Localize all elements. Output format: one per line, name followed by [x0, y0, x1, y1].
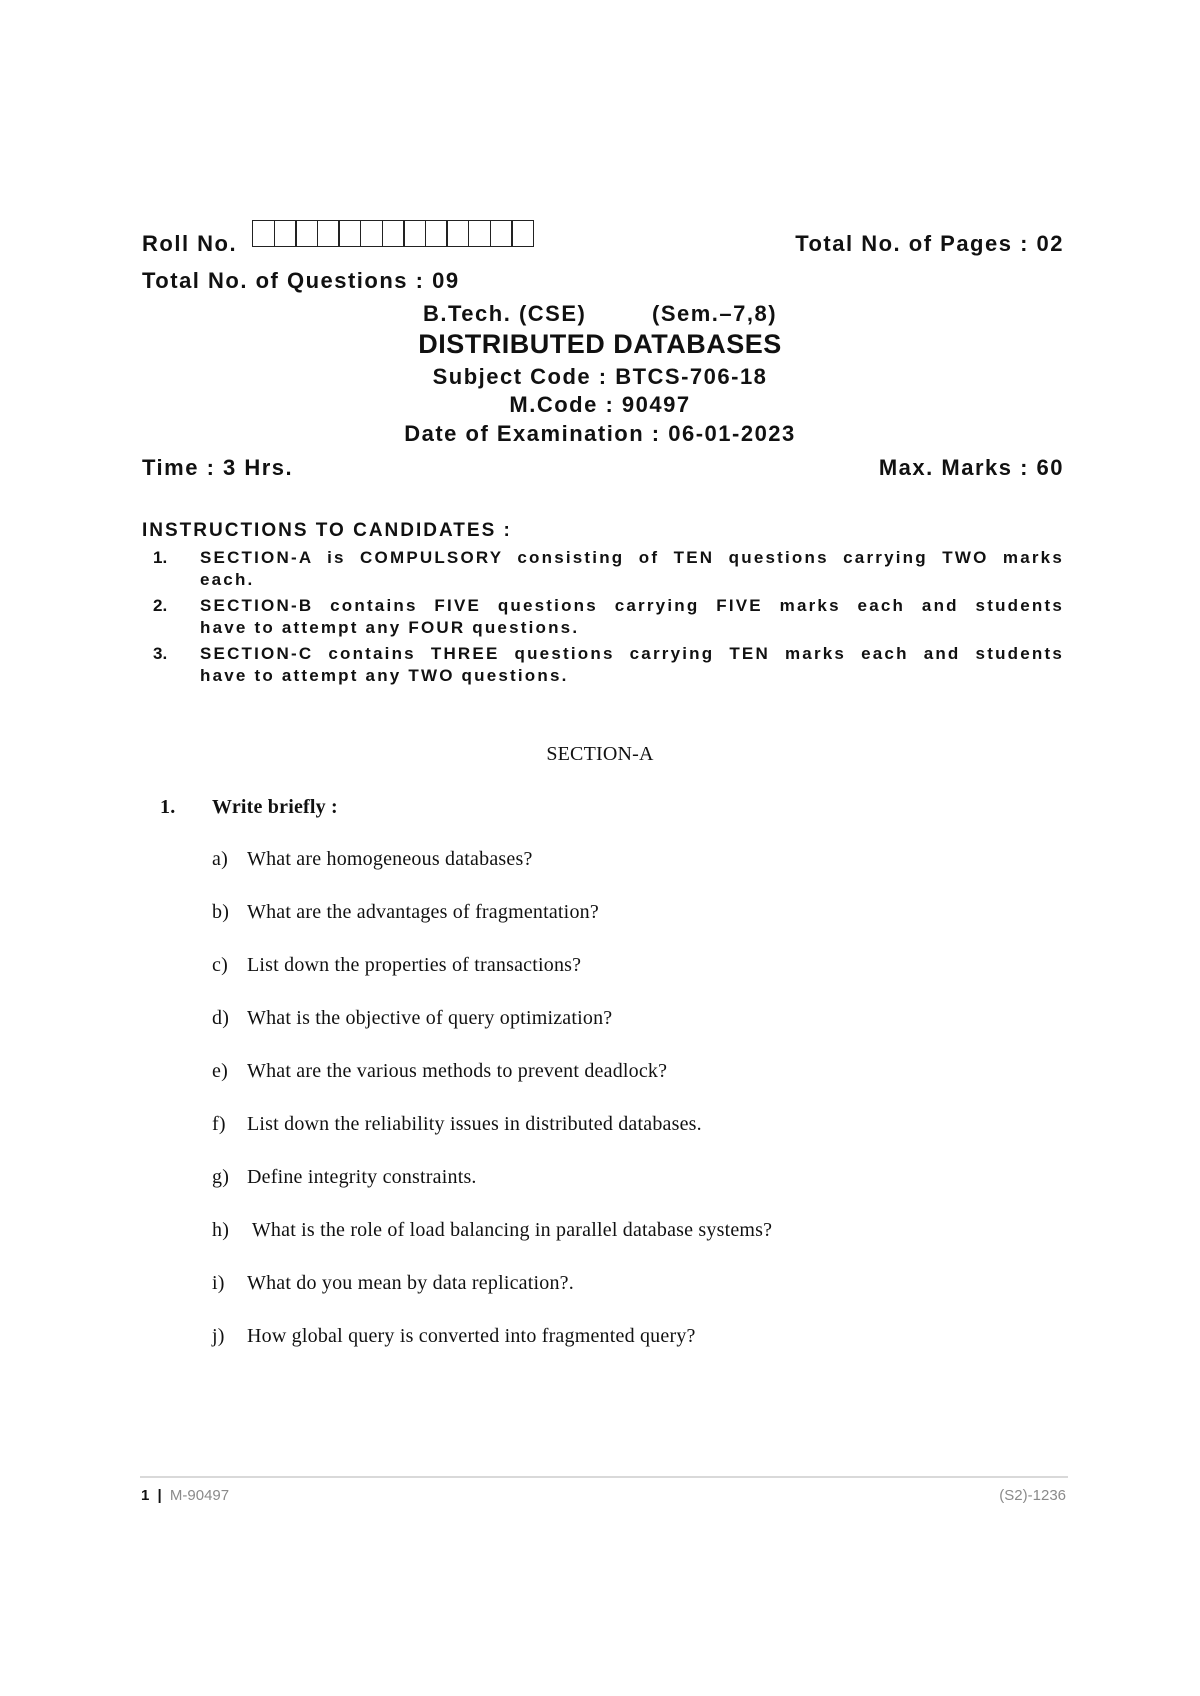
subquestion-letter: i) — [212, 1272, 225, 1294]
footer-left — [141, 1487, 229, 1504]
page-number: 1 — [141, 1487, 150, 1504]
subquestion-letter: h) — [212, 1219, 230, 1241]
subquestion-text: List down the properties of transactions? — [247, 954, 582, 976]
subject-code: Subject Code : BTCS-706-18 — [432, 364, 768, 389]
paper-title: DISTRIBUTED DATABASES — [418, 329, 782, 359]
m-code: M.Code : 90497 — [509, 392, 691, 417]
roll-no-box — [425, 220, 448, 247]
roll-no-box — [446, 220, 469, 247]
subquestion-letter: j) — [212, 1325, 225, 1347]
roll-no-box — [252, 220, 275, 247]
footer-m-code: M-90497 — [169, 1487, 230, 1504]
instruction-text: have to attempt any TWO questions. — [200, 666, 569, 685]
roll-no-box — [295, 220, 318, 247]
roll-no-box — [511, 220, 534, 247]
instruction-text: each. — [200, 570, 255, 589]
semester: (Sem.–7,8) — [652, 301, 778, 326]
section-heading: SECTION-A — [546, 743, 654, 765]
question-title: Write briefly : — [212, 796, 338, 818]
subquestion-text: What is the objective of query optimization? — [247, 1007, 613, 1029]
total-questions: Total No. of Questions : 09 — [142, 268, 460, 293]
time: Time : 3 Hrs. — [142, 455, 294, 480]
subquestion-text: Define integrity constraints. — [247, 1166, 477, 1188]
instruction-text: SECTION-A is COMPULSORY consisting of TEN questions carrying TWO marks — [200, 548, 1064, 567]
footer-right: (S2)-1236 — [999, 1487, 1066, 1504]
subquestion-text: What are the various methods to prevent deadlock? — [247, 1060, 668, 1082]
instruction-number: 2. — [153, 596, 168, 615]
instruction-number: 1. — [153, 548, 168, 567]
subquestion-text: List down the reliability issues in distributed databases. — [247, 1113, 702, 1135]
roll-no-boxes — [252, 220, 533, 247]
roll-no-box — [317, 220, 340, 247]
total-pages: Total No. of Pages : 02 — [795, 231, 1064, 256]
subquestion-letter: g) — [212, 1166, 230, 1188]
question-number: 1. — [160, 796, 176, 818]
program: B.Tech. (CSE) — [423, 301, 587, 326]
instruction-text: SECTION-B contains FIVE questions carrying FIVE marks each and students — [200, 596, 1064, 615]
roll-no-box — [274, 220, 297, 247]
roll-no-box — [382, 220, 405, 247]
instruction-text: have to attempt any FOUR questions. — [200, 618, 580, 637]
subquestion-text: What do you mean by data replication?. — [247, 1272, 574, 1294]
roll-no-box — [403, 220, 426, 247]
subquestion-letter: f) — [212, 1113, 226, 1135]
instruction-number: 3. — [153, 644, 168, 663]
subquestion-letter: c) — [212, 954, 228, 976]
footer-divider — [140, 1476, 1068, 1478]
roll-no-box — [468, 220, 491, 247]
exam-date: Date of Examination : 06-01-2023 — [404, 421, 796, 446]
subquestion-letter: d) — [212, 1007, 230, 1029]
roll-no-box — [338, 220, 361, 247]
max-marks: Max. Marks : 60 — [878, 455, 1064, 480]
subquestion-text: What is the role of load balancing in parallel database systems? — [247, 1219, 773, 1241]
subquestion-letter: e) — [212, 1060, 228, 1082]
roll-no-label: Roll No. — [142, 231, 238, 256]
instructions-heading: INSTRUCTIONS TO CANDIDATES : — [142, 520, 512, 541]
subquestion-letter: b) — [212, 901, 230, 923]
subquestion-text: What are the advantages of fragmentation? — [247, 901, 599, 923]
instruction-text: SECTION-C contains THREE questions carrying TEN marks each and students — [200, 644, 1064, 663]
footer-separator: | — [157, 1487, 162, 1504]
roll-no-box — [490, 220, 513, 247]
subquestion-letter: a) — [212, 848, 228, 870]
subquestion-text: What are homogeneous databases? — [247, 848, 533, 870]
roll-no-box — [360, 220, 383, 247]
subquestion-text: How global query is converted into fragmented query? — [247, 1325, 696, 1347]
